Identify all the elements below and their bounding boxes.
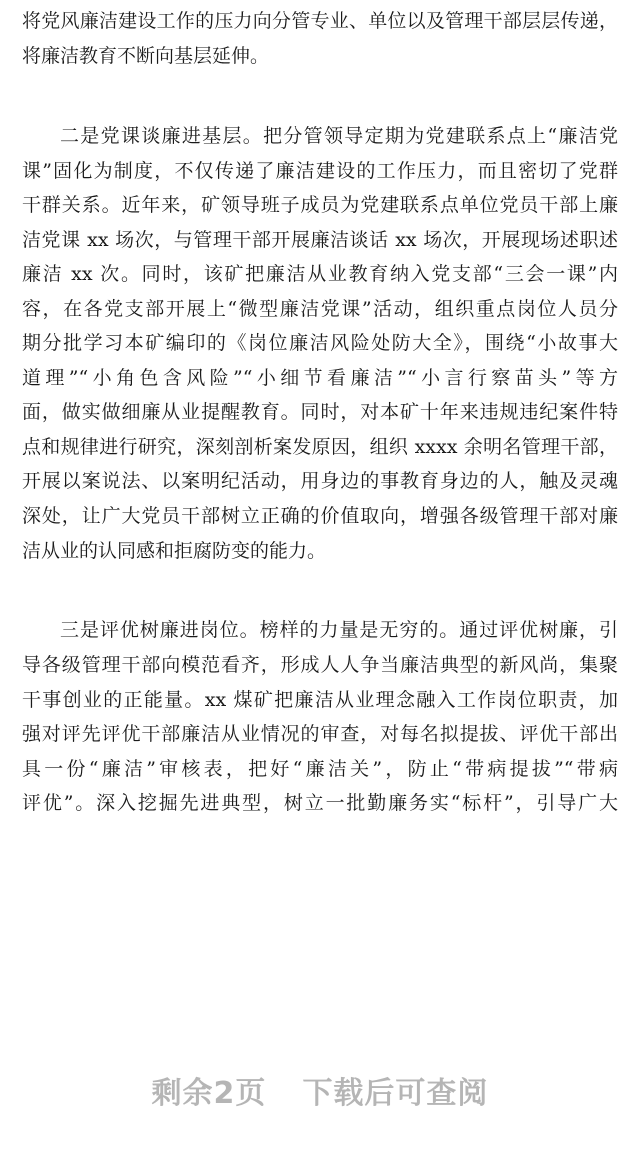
text-line: 洁党课 xx 场次，与管理干部开展廉洁谈话 xx 场次，开展现场述职述	[22, 229, 618, 251]
text-line: 点和规律进行研究，深刻剖析案发原因，组织 xxxx 余明名管理干部，	[22, 436, 618, 458]
text-line: 干事创业的正能量。xx 煤矿把廉洁从业理念融入工作岗位职责，加	[22, 689, 618, 711]
text-line: 容，在各党支部开展上“微型廉洁党课”活动，组织重点岗位人员分	[22, 298, 618, 320]
text-line: 导各级管理干部向模范看齐，形成人人争当廉洁典型的新风尚，集聚	[22, 654, 618, 676]
text-line: 开展以案说法、以案明纪活动，用身边的事教育身边的人，触及灵魂	[22, 470, 618, 492]
remaining-pages-label: 剩余2页	[151, 1076, 267, 1111]
text-line: 评优”。深入挖掘先进典型，树立一批勤廉务实“标杆”，引导广大	[22, 792, 618, 814]
text-line: 具一份“廉洁”审核表，把好“廉洁关”，防止“带病提拔”“带病	[22, 758, 618, 780]
text-line: 将党风廉洁建设工作的压力向分管专业、单位以及管理干部层层传递，	[22, 10, 618, 32]
text-line: 道理”“小角色含风险”“小细节看廉洁”“小言行察苗头”等方	[22, 367, 618, 389]
text-line: 将廉洁教育不断向基层延伸。	[22, 45, 270, 67]
text-line: 深处，让广大党员干部树立正确的价值取向，增强各级管理干部对廉	[22, 505, 618, 527]
text-line: 期分批学习本矿编印的《岗位廉洁风险处防大全》，围绕“小故事大	[22, 332, 618, 354]
paragraph-heading-line: 二是党课谈廉进基层。把分管领导定期为党建联系点上“廉洁党	[60, 125, 618, 147]
download-hint-label: 下载后可查阅	[302, 1076, 489, 1111]
text-line: 面，做实做细廉从业提醒教育。同时，对本矿十年来违规违纪案件特	[22, 401, 618, 423]
text-line: 洁从业的认同感和拒腐防变的能力。	[22, 540, 327, 562]
download-prompt[interactable]	[0, 1068, 640, 1112]
text-line: 廉洁 xx 次。同时，该矿把廉洁从业教育纳入党支部“三会一课”内	[22, 263, 618, 285]
text-line: 强对评先评优干部廉洁从业情况的审查，对每名拟提拔、评优干部出	[22, 723, 618, 745]
text-line: 干群关系。近年来，矿领导班子成员为党建联系点单位党员干部上廉	[22, 194, 618, 216]
text-line: 课”固化为制度，不仅传递了廉洁建设的工作压力，而且密切了党群	[22, 160, 618, 182]
paragraph-heading-line: 三是评优树廉进岗位。榜样的力量是无穷的。通过评优树廉，引	[60, 619, 618, 641]
